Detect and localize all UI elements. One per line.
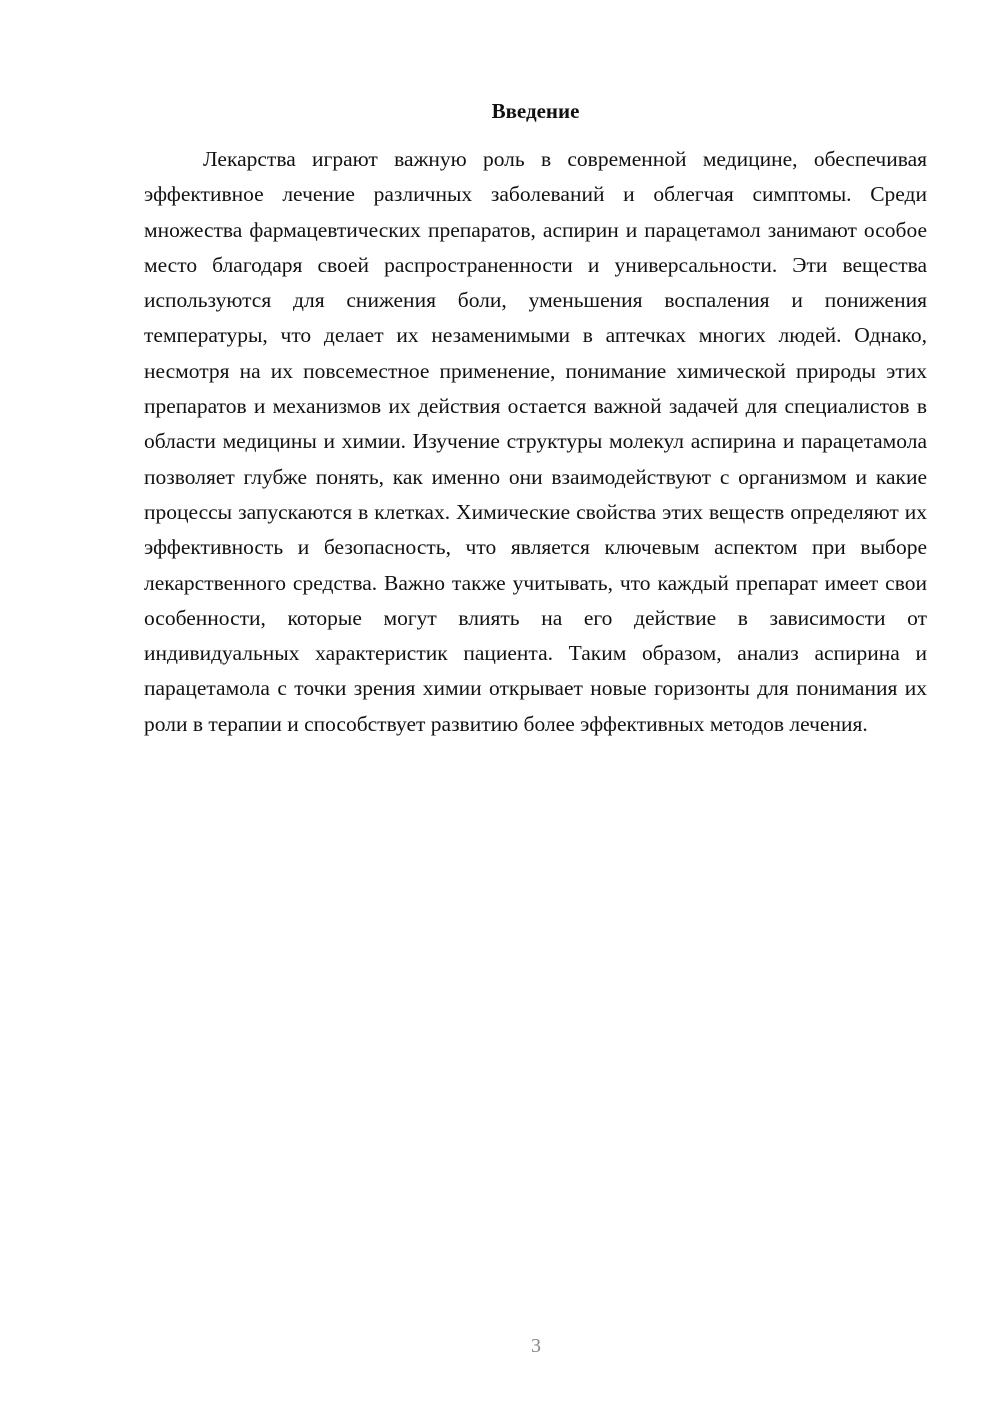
page-number: 3 bbox=[531, 1335, 541, 1357]
body-paragraph: Лекарства играют важную роль в современной медицине, обеспечивая эффективное лечение различных заболеваний и облегчая симптомы. Среди множества фармацевтических препаратов, аспирин и парацетамол занимают особое место благодаря своей распространенности и универсальности. Эти вещества используются для снижения боли, уменьшения воспаления и понижения температуры, что делает их незаменимыми в аптечках многих людей. Однако, несмотря на их повсеместное применение, понимание химической природы этих препаратов и механизмов их действия остается важной задачей для специалистов в области медицины и химии. Изучение структуры молекул аспирина и парацетамола позволяет глубже понять, как именно они взаимодействуют с организмом и какие процессы запускаются в клетках. Химические свойства этих веществ определяют их эффективность и безопасность, что является ключевым аспектом при выборе лекарственного средства. Важно также учитывать, что каждый препарат имеет свои особенности, которые могут влиять на его действие в зависимости от индивидуальных характеристик пациента. Таким образом, анализ аспирина и парацетамола с точки зрения химии открывает новые горизонты для понимания их роли в терапии и способствует развитию более эффективных методов лечения. bbox=[144, 147, 927, 736]
section-title: Введение bbox=[491, 99, 580, 123]
